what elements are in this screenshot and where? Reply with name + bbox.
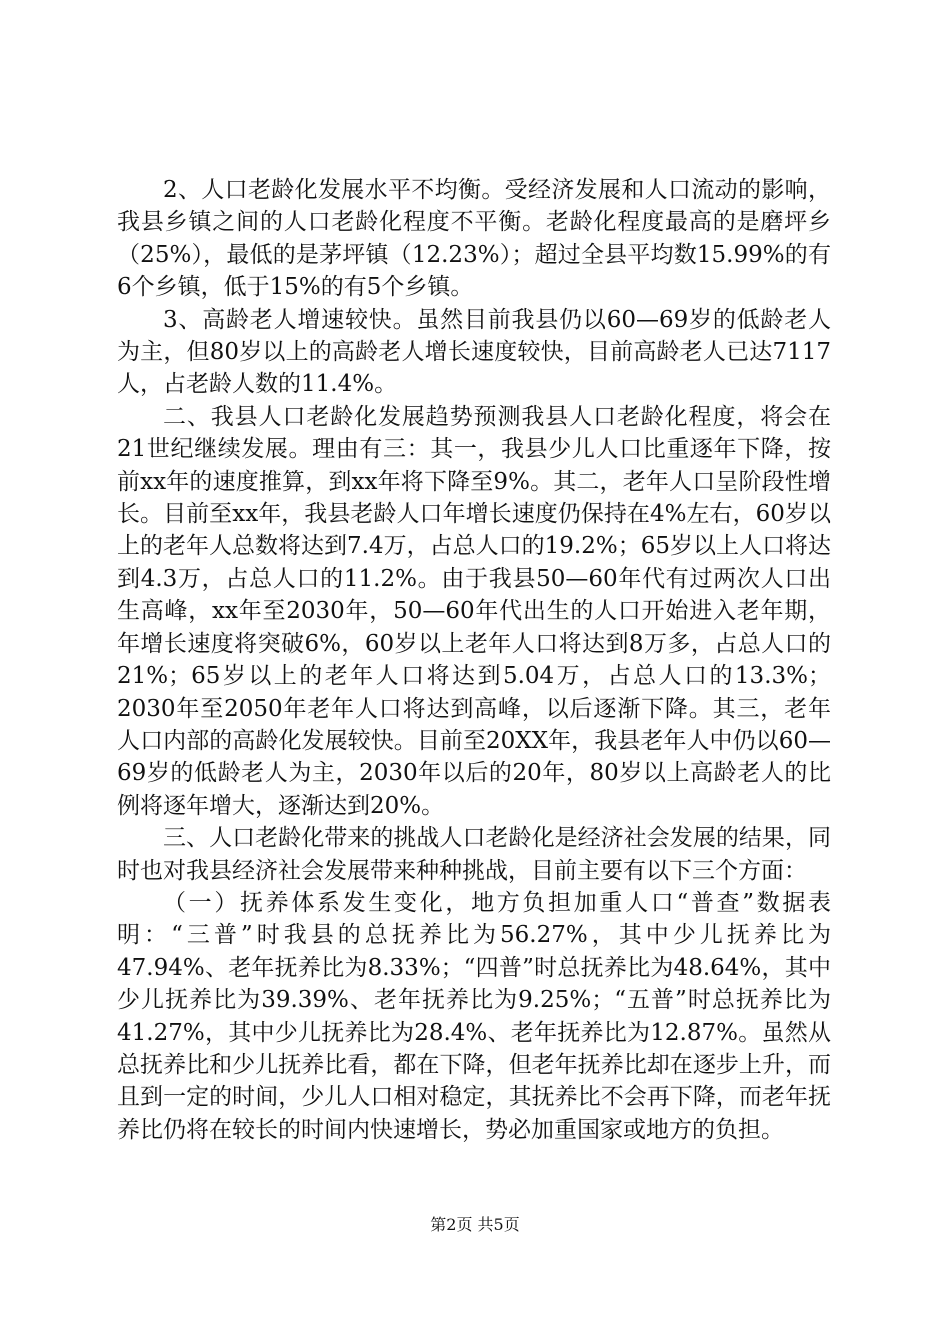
paragraph-elderly-growth: 3、高龄老人增速较快。虽然目前我县仍以60—69岁的低龄老人为主，但80岁以上的高龄老人增长速度较快，目前高龄老人已达7117人，占老龄人数的11.4%。	[117, 306, 831, 398]
paragraph-aging-imbalance: 2、人口老龄化发展水平不均衡。受经济发展和人口流动的影响，我县乡镇之间的人口老龄化程度不平衡。老龄化程度最高的是磨坪乡（25%），最低的是茅坪镇（12.23%）；超过全县平均数15.99%的有6个乡镇，低于15%的有5个乡镇。	[117, 177, 831, 301]
paragraph-dependency-ratio: （一）抚养体系发生变化，地方负担加重人口“普查”数据表明：“三普”时我县的总抚养比为56.27%，其中少儿抚养比为47.94%、老年抚养比为8.33%；“四普”时总抚养比为48.64%，其中少儿抚养比为39.39%、老年抚养比为9.25%；“五普”时总抚养比为41.27%，其中少儿抚养比为28.4%、老年抚养比为12.87%。虽然从总抚养比和少儿抚养比看，都在下降，但老年抚养比却在逐步上升，而且到一定的时间，少儿人口相对稳定，其抚养比不会再下降，而老年抚养比仍将在较长的时间内快速增长，势必加重国家或地方的负担。	[117, 889, 831, 1143]
paragraph-challenges-intro: 三、人口老龄化带来的挑战人口老龄化是经济社会发展的结果，同时也对我县经济社会发展带来种种挑战，目前主要有以下三个方面：	[117, 825, 831, 884]
paragraph-trend-forecast: 二、我县人口老龄化发展趋势预测我县人口老龄化程度，将会在21世纪继续发展。理由有三：其一，我县少儿人口比重逐年下降，按前xx年的速度推算，到xx年将下降至9%。其二，老年人口呈阶段性增长。目前至xx年，我县老龄人口年增长速度仍保持在4%左右，60岁以上的老年人总数将达到7.4万，占总人口的19.2%；65岁以上人口将达到4.3万，占总人口的11.2%。由于我县50—60年代有过两次人口出生高峰，xx年至2030年，50—60年代出生的人口开始进入老年期，年增长速度将突破6%，60岁以上老年人口将达到8万多，占总人口的21%；65岁以上的老年人口将达到5.04万，占总人口的13.3%；2030年至2050年老年人口将达到高峰，以后逐渐下降。其三，老年人口内部的高龄化发展较快。目前至20XX年，我县老年人中仍以60—69岁的低龄老人为主，2030年以后的20年，80岁以上高龄老人的比例将逐年增大，逐渐达到20%。	[117, 403, 831, 819]
page-number-footer: 第2页 共5页	[430, 1215, 520, 1234]
document-body	[117, 174, 831, 1146]
